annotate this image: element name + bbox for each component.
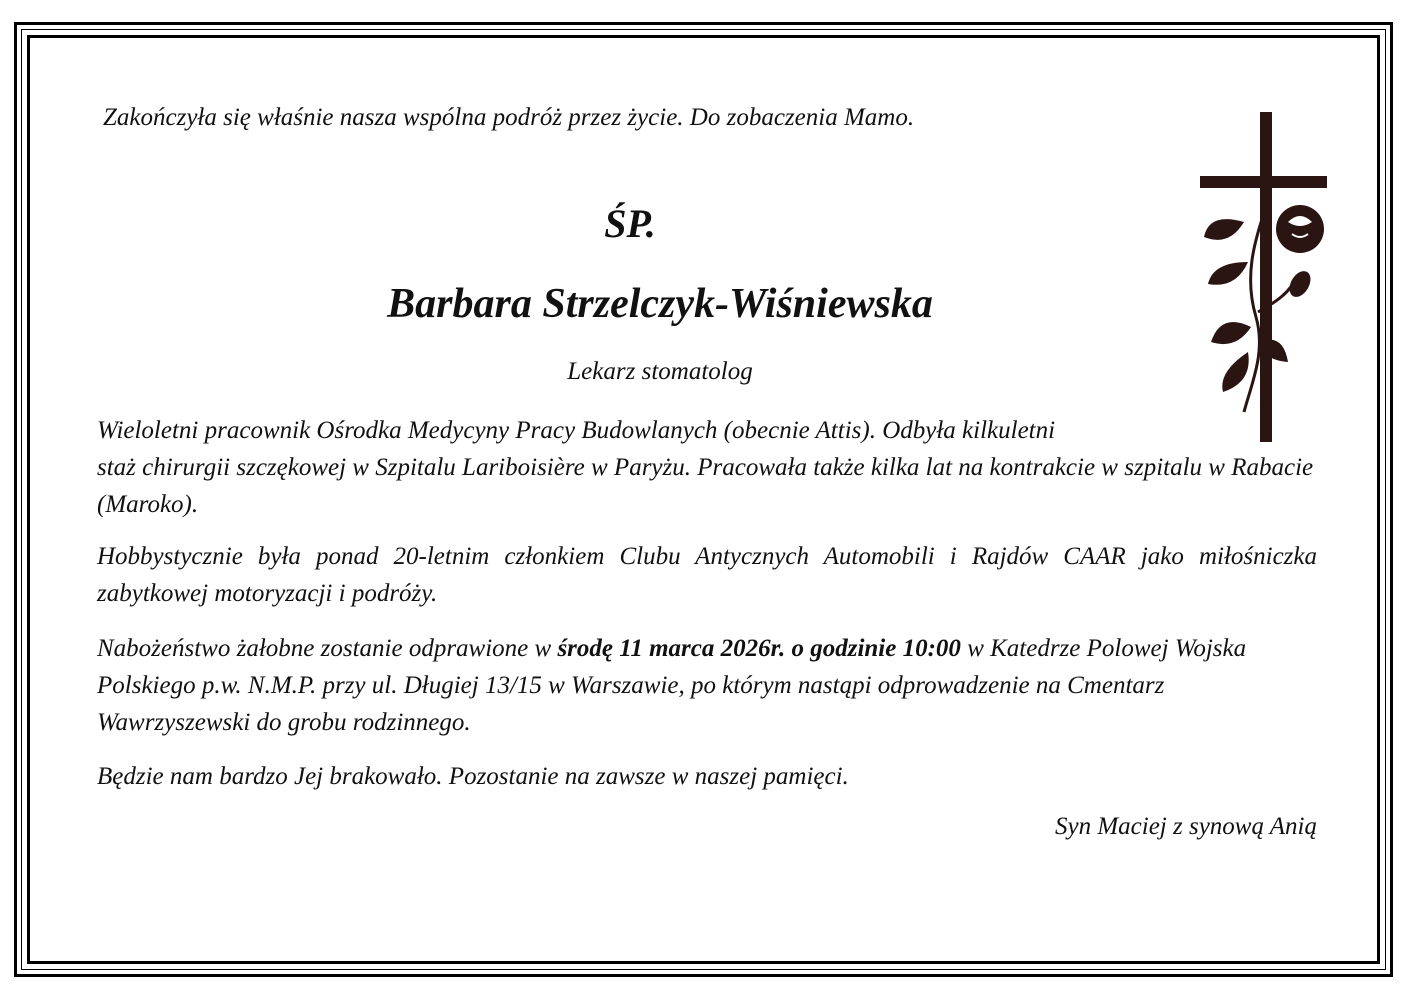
profession: Lekarz stomatolog [567, 358, 753, 385]
biography-paragraph [97, 412, 1317, 523]
signature: Syn Maciej z synową Anią [1055, 813, 1317, 840]
funeral-date-time: środę 11 marca 2026r. o godzinie 10:00 [557, 635, 961, 662]
honorific: ŚP. [604, 201, 656, 246]
motto-text: Zakończyła się właśnie nasza wspólna podróż przez życie. Do zobaczenia Mamo. [103, 104, 915, 131]
funeral-text-after: w Katedrze Polowej Wojska Polskiego p.w. N.M.P. przy ul. Długiej 13/15 w Warszawie, po którym nastąpi odprowadzenie na Cmentarz Wawrzyszewski do grobu rodzinnego. [97, 635, 1247, 736]
funeral-paragraph [97, 630, 1317, 741]
funeral-text-before: Nabożeństwo żałobne zostanie odprawione w [97, 635, 558, 662]
farewell-paragraph: Będzie nam bardzo Jej brakowało. Pozostanie na zawsze w naszej pamięci. [97, 763, 849, 790]
biography-line1: Wieloletni pracownik Ośrodka Medycyny Pracy Budowlanych (obecnie Attis). Odbyła kilkuletni [97, 417, 1056, 444]
cross-with-rose-icon [1196, 112, 1331, 447]
hobby-paragraph: Hobbystycznie była ponad 20-letnim członkiem Clubu Antycznych Automobili i Rajdów CAAR jako miłośniczka zabytkowej motoryzacji i podróży. [97, 543, 1317, 607]
biography-rest: staż chirurgii szczękowej w Szpitalu Lariboisière w Paryżu. Pracowała także kilka lat na kontrakcie w szpitalu w Rabacie (Maroko). [97, 454, 1314, 518]
deceased-name: Barbara Strzelczyk-Wiśniewska [387, 281, 933, 327]
